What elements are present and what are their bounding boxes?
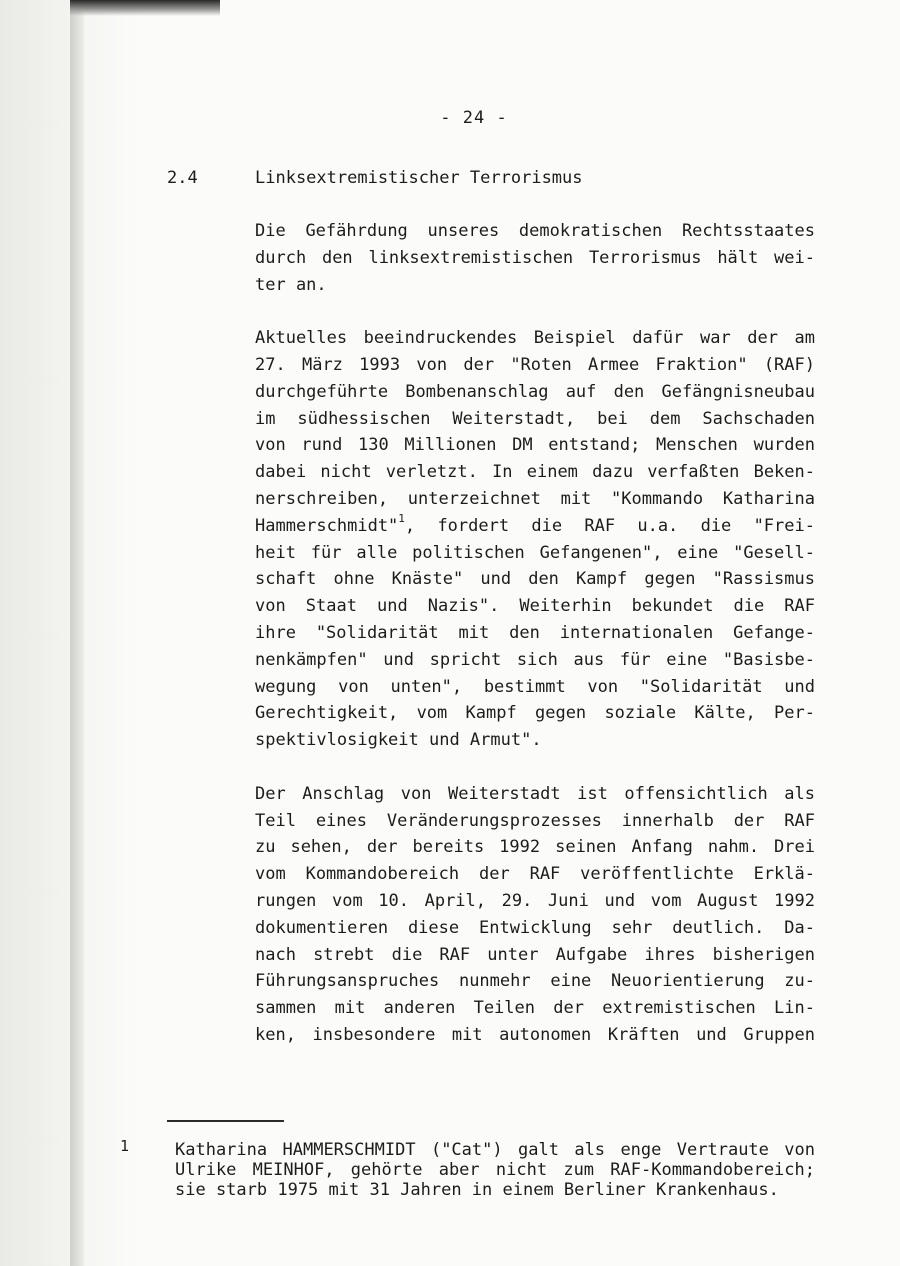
text-line: von rund 130 Millionen DM entstand; Menschen wurden xyxy=(255,435,815,456)
text-line: Die Gefährdung unseres demokratischen Rechtsstaates xyxy=(255,221,815,241)
text-line-with-footnote-ref xyxy=(255,513,815,540)
text-fragment: , fordert die RAF u.a. die "Frei- xyxy=(404,515,815,536)
text-line: sammen mit anderen Teilen der extremistischen Lin- xyxy=(255,998,815,1019)
text-line: heit für alle politischen Gefangenen", eine "Gesell- xyxy=(255,542,815,563)
footnote-reference: 1 xyxy=(398,512,405,526)
scan-top-mark xyxy=(70,0,220,16)
paragraph-3 xyxy=(255,781,815,1049)
text-line: dokumentieren diese Entwicklung sehr deutlich. Da- xyxy=(255,917,815,938)
section-title: Linksextremistischer Terrorismus xyxy=(255,168,583,188)
text-line: durchgeführte Bombenanschlag auf den Gefängnisneubau xyxy=(255,381,815,402)
paragraph-1 xyxy=(255,218,815,298)
text-line: nenkämpfen" und spricht sich aus für eine "Basisbe- xyxy=(255,649,815,670)
text-line: Führungsanspruches nunmehr eine Neuorientierung zu- xyxy=(255,971,815,992)
footnote-line: Ulrike MEINHOF, gehörte aber nicht zum RAF-Kommandobereich; xyxy=(175,1160,815,1180)
text-line: nach strebt die RAF unter Aufgabe ihres bisherigen xyxy=(255,944,815,965)
footnote-line: Katharina HAMMERSCHMIDT ("Cat") galt als enge Vertraute von xyxy=(175,1140,815,1160)
text-fragment: Hammerschmidt" xyxy=(255,515,399,536)
footnote-divider xyxy=(167,1120,284,1122)
text-line: im südhessischen Weiterstadt, bei dem Sachschaden xyxy=(255,408,815,429)
footnote-line: sie starb 1975 mit 31 Jahren in einem Berliner Krankenhaus. xyxy=(175,1180,779,1200)
scan-binding-edge xyxy=(70,0,84,1266)
text-line: durch den linksextremistischen Terrorismus hält wei- xyxy=(255,247,815,268)
text-line: 27. März 1993 von der "Roten Armee Fraktion" (RAF) xyxy=(255,354,815,375)
section-number: 2.4 xyxy=(167,168,198,188)
body-text xyxy=(255,218,815,1076)
section-heading xyxy=(167,168,583,188)
footnote-number: 1 xyxy=(120,1137,130,1155)
page-number: - 24 - xyxy=(440,108,508,128)
text-line: zu sehen, der bereits 1992 seinen Anfang nahm. Drei xyxy=(255,837,815,858)
text-line: Gerechtigkeit, vom Kampf gegen soziale Kälte, Per- xyxy=(255,703,815,724)
text-line: Der Anschlag von Weiterstadt ist offensichtlich als xyxy=(255,783,815,804)
text-line: spektivlosigkeit und Armut". xyxy=(255,730,542,751)
text-line: ihre "Solidarität mit den internationalen Gefange- xyxy=(255,622,815,643)
footnote-text xyxy=(175,1140,815,1200)
text-line: wegung von unten", bestimmt von "Solidarität und xyxy=(255,676,815,697)
text-line: dabei nicht verletzt. In einem dazu verfaßten Beken- xyxy=(255,462,815,483)
text-line: Teil eines Veränderungsprozesses innerhalb der RAF xyxy=(255,810,815,831)
text-line: von Staat und Nazis". Weiterhin bekundet die RAF xyxy=(255,596,815,617)
text-line: nerschreiben, unterzeichnet mit "Kommando Katharina xyxy=(255,488,815,509)
text-line: schaft ohne Knäste" und den Kampf gegen "Rassismus xyxy=(255,569,815,590)
text-line: Aktuelles beeindruckendes Beispiel dafür war der am xyxy=(255,328,815,349)
text-line: ter an. xyxy=(255,274,327,295)
paragraph-2 xyxy=(255,325,815,754)
text-line: rungen vom 10. April, 29. Juni und vom August 1992 xyxy=(255,890,815,911)
text-line: vom Kommandobereich der RAF veröffentlichte Erklä- xyxy=(255,864,815,885)
text-line: ken, insbesondere mit autonomen Kräften und Gruppen xyxy=(255,1024,815,1045)
